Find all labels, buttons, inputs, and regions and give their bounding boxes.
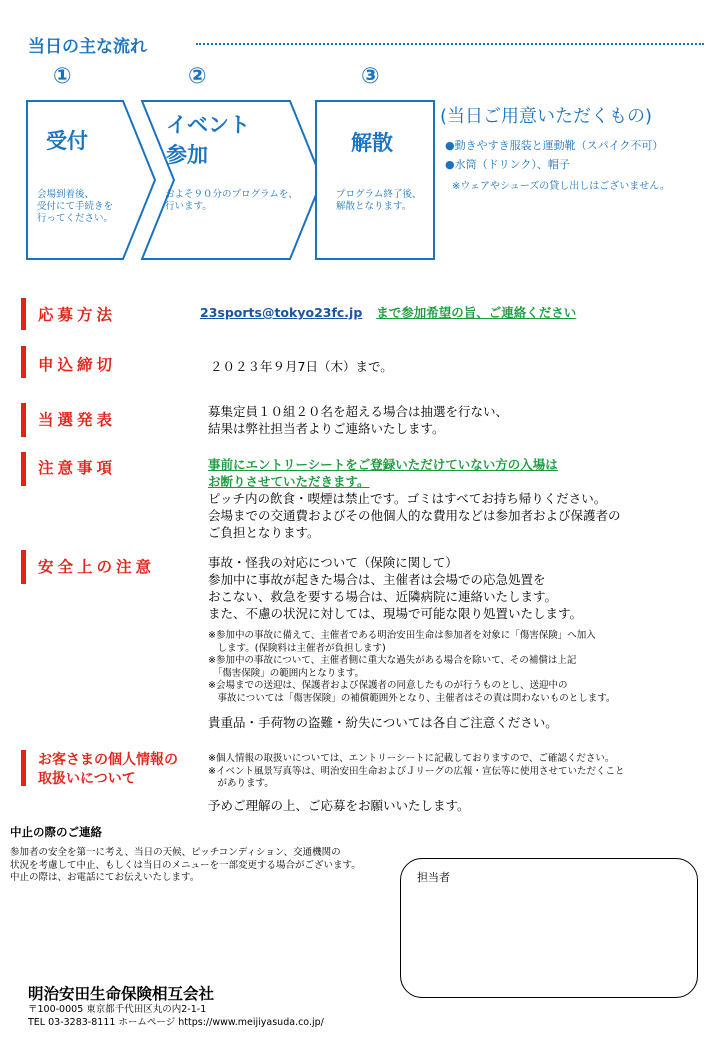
step-3-box [316,101,434,259]
step-3-desc-line: 解散となります。 [336,201,412,212]
privacy-small-note: があります。 [208,778,274,789]
cancel-title: 中止の際のご連絡 [10,825,102,839]
notes-highlight-line: お断りさせていただきます。 [208,474,370,489]
safety-small-note: ※参加中の事故について、主催者側に重大な過失がある場合を除いて、その補償は上記 [208,655,577,666]
step-1-desc-line: 会場到着後、 [37,189,95,200]
bring-note: ※ウェアやシューズの貸し出しはございません。 [452,181,670,192]
step-2-title-line1: イベント [166,113,250,137]
privacy-small-note: ※イベント風景写真等は、明治安田生命およびＪリーグの広報・宣伝等に使用させていただくこと [208,765,625,777]
step-number-2: ② [188,64,207,89]
safety-line: また、不慮の状況に対しては、現場で可能な限り処置いたします。 [208,606,583,621]
step-2-title-line2: 参加 [166,143,208,167]
step-1-chevron [27,101,155,259]
announce-line: 募集定員１０組２０名を超える場合は抽選を行ない、 [208,404,509,419]
bring-item: ●動きやすき服装と運動靴（スパイク不可） [445,139,664,152]
bring-title: (当日ご用意いただくもの) [440,106,653,127]
safety-small-note: 「傷害保険」の範囲内となります。 [208,667,364,679]
privacy-label-line2: 取扱いについて [38,771,136,787]
notes-line: 会場までの交通費およびその他個人的な費用などは参加者および保護者の [208,508,621,523]
company-address: 〒100-0005 東京都千代田区丸の内2-1-1 [28,1004,207,1015]
safety-line: おこない、救急を要する場合は、近隣病院に連絡いたします。 [208,589,558,604]
deadline-text: ２０２３年９月7日（木）まで。 [210,359,393,374]
section-bar [21,750,26,786]
safety-small-note: ※参加中の事故に備えて、主催者である明治安田生命は参加者を対象に「傷害保険」へ加入 [208,630,596,641]
company-name: 明治安田生命保険相互会社 [28,985,215,1003]
announce-line: 結果は弊社担当者よりご連絡いたします。 [208,421,445,436]
section-bar [21,403,26,437]
valuables-note: 貴重品・手荷物の盗難・紛失については各自ご注意ください。 [208,715,558,730]
step-1-title: 受付 [46,129,88,153]
step-3-title: 解散 [351,131,393,155]
step-number-1: ① [53,64,72,89]
notes-line: ピッチ内の飲食・喫煙は禁止です。ゴミはすべてお持ち帰りください。 [208,491,607,506]
step-1-desc-line: 受付にて手続きを [37,201,114,212]
step-2-desc-line: およそ９０分のプログラムを、 [165,189,298,200]
company-contact: TEL 03-3283-8111 ホームページ https://www.meijiyasuda.co.jp/ [28,1016,324,1028]
step-1-desc-line: 行ってください。 [37,213,114,224]
privacy-label-line1: お客さまの個人情報の [38,752,178,768]
step-3-desc-line: プログラム終了後、 [336,189,422,200]
privacy-small-note: ※個人情報の取扱いについては、エントリーシートに記載しておりますので、ご確認ください。 [208,753,615,764]
apply-email-link[interactable]: 23sports@tokyo23fc.jp [200,305,363,320]
notes-highlight-line: 事前にエントリーシートをご登録いただけていない方の入場は [208,457,558,472]
cancel-line: 中止の際は、お電話にてお伝えいたします。 [10,872,200,883]
staff-label: 担当者 [417,871,450,884]
safety-small-note: 事故については「傷害保険」の補償範囲外となり、主催者はその責は問わないものとします。 [208,692,616,704]
cancel-line: 状況を考慮して中止、もしくは当日のメニューを一部変更する場合がございます。 [10,859,361,871]
apply-label: 応募方法 [38,306,117,324]
deadline-label: 申込締切 [38,356,117,374]
safety-line: 参加中に事故が起きた場合は、主催者は会場での応急処置を [208,572,546,587]
notes-label: 注意事項 [38,459,117,477]
notes-line: ご負担となります。 [208,525,320,540]
step-number-3: ③ [361,64,380,89]
bring-item: ●水筒（ドリンク）、帽子 [445,158,570,171]
section-bar [21,550,26,584]
privacy-closing: 予めご理解の上、ご応募をお願いいたします。 [208,798,470,813]
safety-small-note: ※会場までの送迎は、保護者および保護者の同意したものが行うものとし、送迎中の [208,680,568,691]
section-bar [21,452,26,486]
flow-title: 当日の主な流れ [28,37,147,57]
step-2-desc-line: 行います。 [165,201,212,212]
announce-label: 当選発表 [38,411,117,429]
section-bar [21,346,26,378]
dotted-rule [196,43,704,45]
safety-small-note: します。(保険料は主催者が負担します) [208,642,386,654]
safety-line: 事故・怪我の対応について（保険に関して） [208,555,458,570]
cancel-line: 参加者の安全を第一に考え、当日の天候、ピッチコンディション、交通機関の [10,847,341,858]
apply-instruction: まで参加希望の旨、ご連絡ください [376,305,577,320]
safety-label: 安全上の注意 [38,558,156,576]
section-bar [21,298,26,330]
